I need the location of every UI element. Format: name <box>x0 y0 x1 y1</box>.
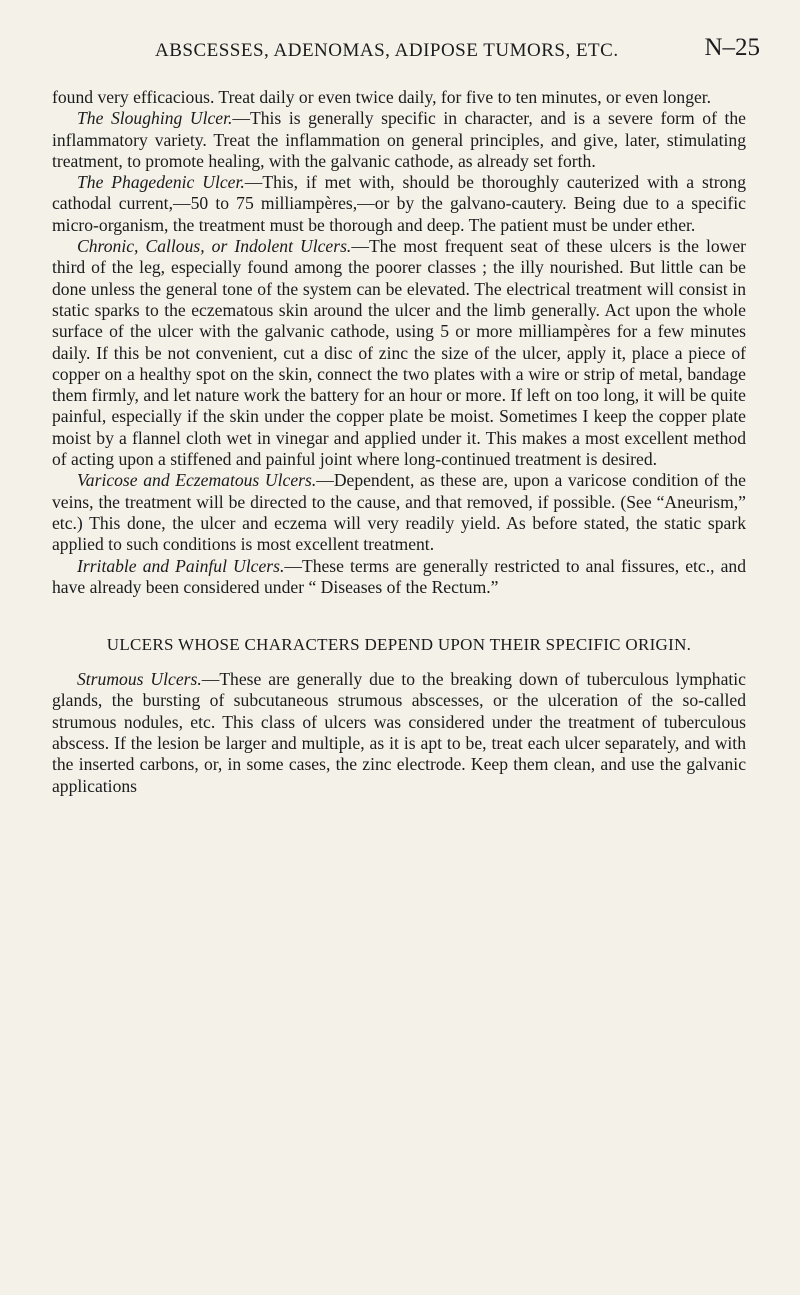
paragraph-irritable-ulcers <box>52 556 746 599</box>
paragraph-heading: Irritable and Painful Ulcers. <box>77 555 285 576</box>
running-head <box>155 34 760 66</box>
paragraph-heading: Chronic, Callous, or Indolent Ulcers. <box>77 236 352 257</box>
paragraph-heading: The Sloughing Ulcer. <box>77 108 233 129</box>
paragraph-phagedenic-ulcer <box>52 172 746 236</box>
paragraph-strumous-ulcers <box>52 669 746 797</box>
paragraph-text: —These are generally due to the breaking down of tuberculous lymphatic glands, the bursting of subcutaneous strumous abscesses, or the ulceration of the so-called strumous nodules, etc. This class of ulcers was considered under the treatment of tuberculous abscess. If the lesion be larger and multiple, as it is apt to be, treat each ulcer separately, and with the inserted carbons, or, in some cases, the zinc electrode. Keep them clean, and use the galvanic applications <box>52 669 746 796</box>
paragraph-chronic-ulcers <box>52 236 746 470</box>
body-text <box>52 87 746 797</box>
paragraph-varicose-ulcers <box>52 470 746 555</box>
paragraph-sloughing-ulcer <box>52 108 746 172</box>
paragraph-text: —The most frequent seat of these ulcers is the lower third of the leg, especially found among the poorer classes ; the illy nourished. But little can be done unless the general tone of the system can be elevated. The electrical treatment will consist in static sparks to the eczematous skin around the ulcer and the limb generally. Act upon the whole surface of the ulcer with the galvanic cathode, using 5 or more milliampères for a few minutes daily. If this be not convenient, cut a disc of zinc the size of the ulcer, apply it, place a piece of copper on a healthy spot on the skin, connect the two plates with a wire or strip of metal, bandage them firmly, and let nature work the battery for an hour or more. If left on too long, it will be quite painful, especially if the skin under the copper plate be moist. Sometimes I keep the copper plate moist by a flannel cloth wet in vinegar and applied under it. This makes a most excellent method of acting upon a stiffened and painful joint where long-continued treatment is desired. <box>52 236 747 470</box>
paragraph-continuation <box>52 87 746 108</box>
paragraph-text: —These terms are generally restricted to anal fissures, etc., and have already been considered under “ Diseases of the Rectum.” <box>52 555 746 597</box>
running-title: ABSCESSES, ADENOMAS, ADIPOSE TUMORS, ETC. <box>155 40 619 61</box>
paragraph-text: —Dependent, as these are, upon a varicose condition of the veins, the treatment will be directed to the cause, and that removed, if possible. (See “Aneurism,” etc.) This done, the ulcer and eczema will very readily yield. As before stated, the static spark applied to such conditions is most excellent treatment. <box>52 470 746 555</box>
section-heading: ULCERS WHOSE CHARACTERS DEPEND UPON THEIR SPECIFIC ORIGIN. <box>106 635 692 655</box>
paragraph-text: found very efficacious. Treat daily or even twice daily, for five to ten minutes, or even longer. <box>52 87 712 107</box>
paragraph-text: —This, if met with, should be thoroughly cauterized with a strong cathodal current,—50 to 75 milliampères,—or by the galvano-cautery. Being due to a specific micro-organism, the treatment must be thorough and deep. The patient must be under ether. <box>52 172 746 235</box>
paragraph-heading: Strumous Ulcers. <box>77 669 202 690</box>
paragraph-heading: The Phagedenic Ulcer. <box>77 172 245 193</box>
paragraph-text: —This is generally specific in character, and is a severe form of the inflammatory variety. Treat the inflammation on general principles, and give, later, stimulating treatment, to promote healing, with the galvanic cathode, as already set forth. <box>52 108 746 171</box>
paragraph-heading: Varicose and Eczematous Ulcers. <box>77 470 317 491</box>
page-number: N–25 <box>704 34 760 61</box>
